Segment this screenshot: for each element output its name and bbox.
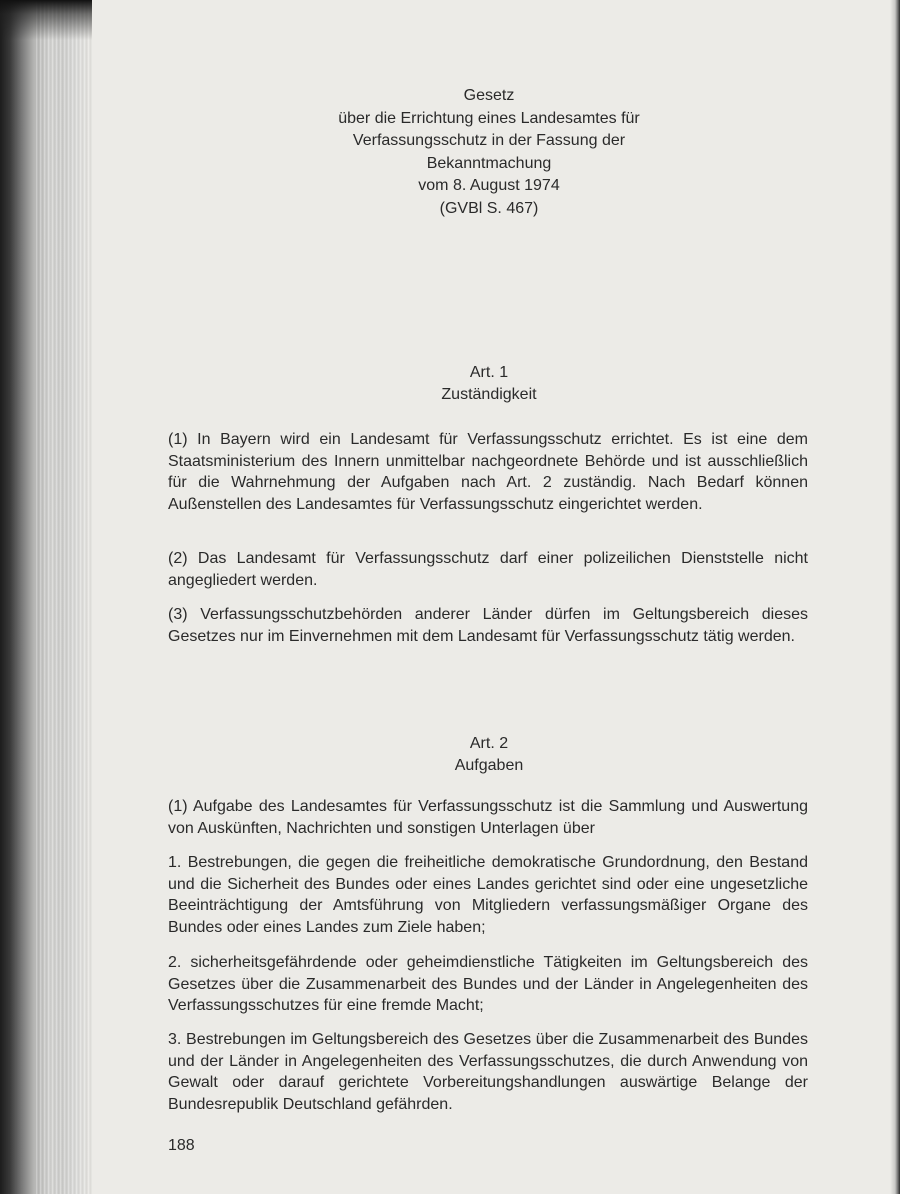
title-line: (GVBl S. 467): [439, 199, 539, 217]
title-line: über die Errichtung eines Landesamtes für: [338, 109, 640, 127]
list-item-text: 3. Bestrebungen im Geltungsbereich des Gesetzes über die Zusammenarbeit des Bundes und der Länder in Angelegenheiten des Verfassungsschutzes, die durch Anwendung von Gewalt oder darauf gerichtete Vorbereitungshandlungen auswärtige Belange der Bundesrepublik Deutschland gefährden.: [168, 1031, 808, 1113]
paragraph-text: (2) Das Landesamt für Verfassungsschutz darf einer polizeilichen Dienststelle nicht angegliedert werden.: [168, 550, 808, 589]
title-line: vom 8. August 1974: [418, 177, 560, 194]
article-2-item-3: [168, 1029, 808, 1115]
article-title: Zuständigkeit: [441, 386, 537, 403]
law-title: [300, 85, 678, 220]
title-line: Bekanntmachung: [426, 154, 552, 172]
paragraph-text: (1) Aufgabe des Landesamtes für Verfassungsschutz ist die Sammlung und Auswertung von Auskünften, Nachrichten und sonstigen Unterlagen über: [168, 798, 808, 837]
corner-shadow: [0, 0, 92, 40]
paragraph-text: (1) In Bayern wird ein Landesamt für Verfassungsschutz errichtet. Es ist eine dem Staatsministerium des Innern unmittelbar nachgeordnete Behörde und ist ausschließlich für die Wahrnehmung der Aufgaben nach Art. 2 zuständig. Nach Bedarf können Außenstellen des Landesamtes für Verfassungsschutz eingerichtet werden.: [168, 431, 808, 513]
list-item-text: 2. sicherheitsgefährdende oder geheimdienstliche Tätigkeiten im Geltungsbereich des Gesetzes über die Zusammenarbeit des Bundes und der Länder in Angelegenheiten des Verfassungsschutzes für eine fremde Macht;: [168, 954, 808, 1015]
article-1-paragraph-2: [168, 548, 808, 591]
article-2-item-2: [168, 952, 808, 1017]
article-title: Aufgaben: [454, 757, 524, 774]
article-2-item-1: [168, 852, 808, 938]
article-2-paragraph-1: [168, 796, 808, 839]
paragraph-text: (3) Verfassungsschutzbehörden anderer Länder dürfen im Geltungsbereich dieses Gesetzes nur im Einvernehmen mit dem Landesamt für Verfassungsschutz tätig werden.: [168, 606, 808, 645]
title-line: Gesetz: [463, 87, 515, 104]
article-number: Art. 1: [469, 364, 509, 381]
page-edges: [36, 0, 92, 1194]
article-1-heading: [300, 362, 678, 406]
list-item-text: 1. Bestrebungen, die gegen die freiheitliche demokratische Grundordnung, den Bestand und die Sicherheit des Bundes oder eines Landes gerichtet sind oder eine ungesetzliche Beeinträchtigung der Amtsführung von Mitgliedern verfassungsmäßiger Organe des Bundes oder eines Landes zum Ziele haben;: [168, 854, 808, 936]
article-2-heading: [300, 733, 678, 777]
right-page-edge: [890, 0, 900, 1194]
title-line: Verfassungsschutz in der Fassung der: [352, 132, 626, 149]
article-1-paragraph-1: [168, 429, 808, 515]
article-number: Art. 2: [469, 735, 509, 752]
page-number: 188: [168, 1137, 195, 1154]
article-1-paragraph-3: [168, 604, 808, 647]
